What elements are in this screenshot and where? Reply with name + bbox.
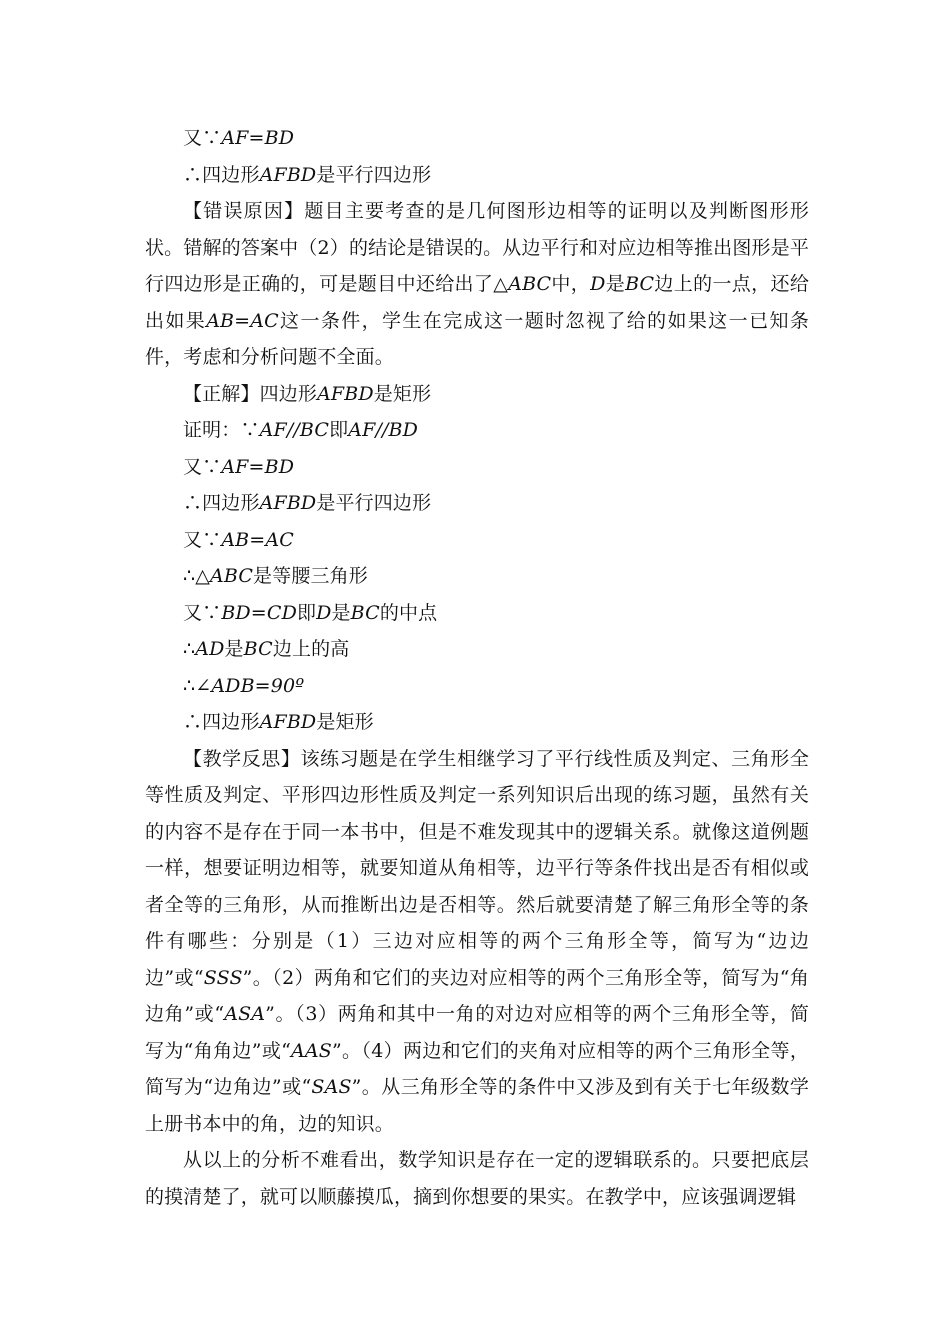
math-symbol: SAS — [311, 1076, 352, 1098]
proof-line-2: ∴四边形AFBD是平行四边形 — [183, 163, 432, 186]
solution-step: ∴AD是BC边上的高 — [183, 638, 350, 660]
math-symbol: SSS — [203, 966, 243, 989]
error-reason-paragraph — [145, 193, 809, 376]
math-symbol: AB=AC — [206, 309, 279, 332]
solution-step: 又∵BD=CD即D是BC的中点 — [183, 601, 438, 624]
correct-solution-conclusion: 四边形AFBD是矩形 — [259, 382, 432, 405]
solution-step: ∴△ABC是等腰三角形 — [183, 565, 368, 587]
math-symbol: AFBD — [317, 382, 374, 405]
math-symbol: ADB=90º — [211, 674, 305, 697]
math-symbol: AAS — [291, 1039, 332, 1062]
math-symbol: AFBD — [259, 163, 317, 186]
solution-step: 又∵AF=BD — [183, 455, 295, 478]
math-symbol: AFBD — [259, 711, 317, 733]
math-symbol: AB=AC — [221, 528, 294, 551]
solution-step: 又∵AB=AC — [183, 528, 294, 551]
math-symbol: BC — [243, 638, 273, 660]
proof-line-1: 又∵AF=BD — [183, 127, 295, 149]
math-symbol: AF=BD — [221, 455, 295, 478]
math-symbol: ASA — [224, 1003, 266, 1025]
math-symbol: AD — [195, 638, 225, 660]
math-symbol: ABC — [508, 273, 552, 295]
math-symbol: AF//BC — [259, 419, 330, 441]
correct-solution-heading — [145, 376, 809, 413]
math-symbol: AF=BD — [221, 127, 295, 149]
error-reason-text: 题目主要考查的是几何图形边相等的证明以及判断图形形状。错解的答案中（2）的结论是错误的。从边平行和对应边相等推出图形是平行四边形是正确的，可是题目中还给出了△ABC中，D是BC边上的一点，还给出如果AB=AC这一条件，学生在完成这一题时忽视了给的如果这一已知条件，考虑和分析问题不全面。 — [145, 200, 810, 368]
math-symbol: AFBD — [259, 492, 317, 514]
solution-step: ∴∠ADB=90º — [183, 674, 305, 697]
solution-step: ∴四边形AFBD是平行四边形 — [183, 492, 432, 514]
math-symbol: AF//BD — [348, 419, 419, 441]
error-reason-label: 【错误原因】 — [183, 200, 305, 222]
solution-step: ∴四边形AFBD是矩形 — [183, 711, 374, 733]
math-symbol: BC — [625, 273, 655, 295]
teaching-reflection-text: 该练习题是在学生相继学习了平行线性质及判定、三角形全等性质及判定、平形四边形性质及判定一系列知识后出现的练习题，虽然有关的内容不是存在于同一本书中，但是不难发现其中的逻辑关系。就像这道例题一样，想要证明边相等，就要知道从角相等，边平行等条件找出是否有相似或者全等的三角形，从而推断出边是否相等。然后就要清楚了解三角形全等的条件有哪些：分别是（1）三边对应相等的两个三角形全等，简写为“边边边”或“SSS”。（2）两角和它们的夹边对应相等的两个三角形全等，简写为“角边角”或“ASA”。（3）两角和其中一角的对边对应相等的两个三角形全等，简写为“角角边”或“AAS”。（4）两边和它们的夹角对应相等的两个三角形全等，简写为“边角边”或“SAS”。从三角形全等的条件中又涉及到有关于七年级数学上册书本中的角，边的知识。 — [145, 747, 810, 1135]
math-symbol: BD=CD — [221, 601, 297, 624]
math-symbol: D — [590, 273, 606, 295]
teaching-reflection-paragraph — [145, 741, 809, 1143]
page-content — [145, 120, 809, 1215]
math-symbol: D — [316, 601, 332, 624]
solution-step: 证明：∵AF//BC即AF//BD — [183, 419, 419, 441]
teaching-reflection-label: 【教学反思】 — [183, 747, 301, 770]
math-symbol: BC — [350, 601, 380, 624]
correct-solution-label: 【正解】 — [183, 382, 260, 405]
math-symbol: ABC — [210, 565, 254, 587]
closing-paragraph: 从以上的分析不难看出，数学知识是存在一定的逻辑联系的。只要把底层的摸清楚了，就可以顺藤摸瓜，摘到你想要的果实。在教学中，应该强调逻辑 — [145, 1149, 809, 1208]
